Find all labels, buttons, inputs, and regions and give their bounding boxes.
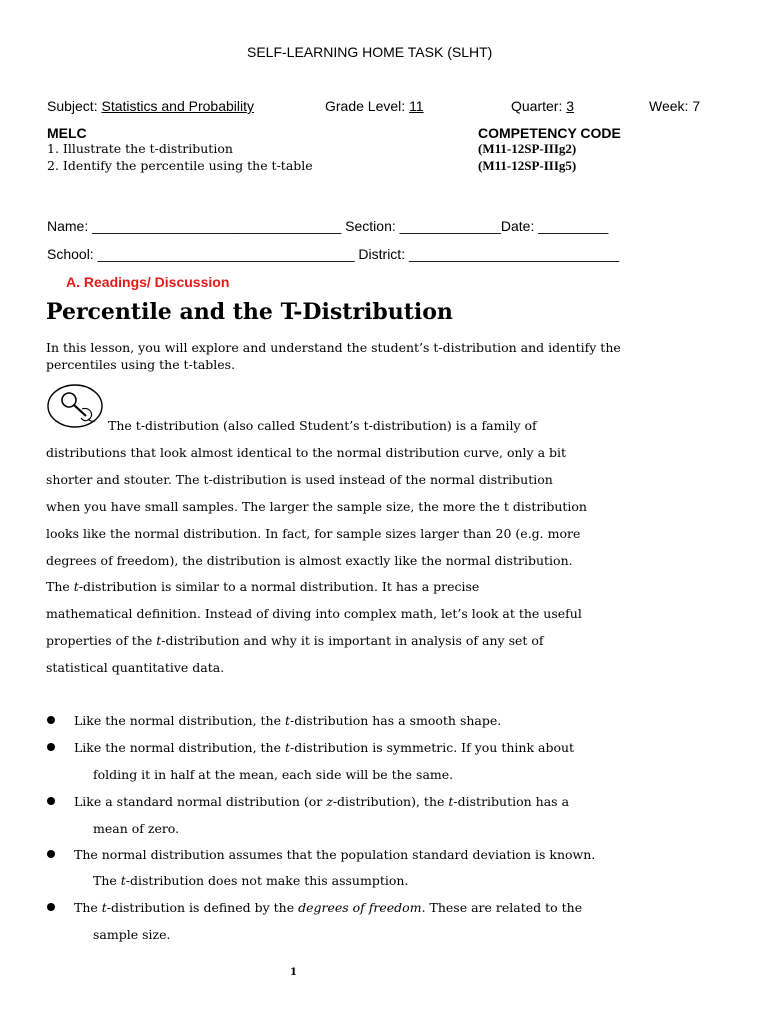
text-run: Like the normal distribution, the xyxy=(74,740,285,755)
text-run: -distribution is similar to a normal distribution. It has a precise xyxy=(78,579,480,594)
t-italic: t xyxy=(120,873,126,888)
body-line-3: shorter and stouter. The t-distribution is used instead of the normal distribution xyxy=(46,472,553,487)
page-number: 1 xyxy=(290,967,297,978)
t-italic: t xyxy=(156,633,162,648)
body-line-5: looks like the normal distribution. In fact, for sample sizes larger than 20 (e.g. more xyxy=(46,526,581,541)
grade-value: 11 xyxy=(409,98,424,114)
text-run: The xyxy=(93,873,121,888)
section-a-heading: A. Readings/ Discussion xyxy=(66,274,230,290)
bullet-5 xyxy=(74,900,582,915)
melc-item-1: 1. Illustrate the t-distribution xyxy=(47,141,233,156)
degrees-of-freedom-italic: degrees of freedom xyxy=(298,900,422,915)
bullet-1 xyxy=(74,713,501,728)
bullet-dot xyxy=(47,850,55,858)
magnifier-hand-icon xyxy=(46,383,104,429)
body-line-8: mathematical definition. Instead of diving into complex math, let’s look at the useful xyxy=(46,606,582,621)
text-run: . These are related to the xyxy=(421,900,583,915)
name-section-date-line: Name: ________________________________ Section: _____________Date: _________ xyxy=(47,218,609,234)
t-italic: t xyxy=(284,713,290,728)
body-line-7 xyxy=(46,579,479,594)
quarter-label: Quarter: xyxy=(511,98,567,114)
t-italic: t xyxy=(448,794,454,809)
text-run: The xyxy=(46,579,74,594)
intro-line-2: percentiles using the t-tables. xyxy=(46,357,236,372)
bullet-4-continuation xyxy=(93,873,408,888)
bullet-3-continuation: mean of zero. xyxy=(93,821,180,836)
bullet-4: The normal distribution assumes that the population standard deviation is known. xyxy=(74,847,596,862)
lesson-title: Percentile and the T-Distribution xyxy=(46,299,453,325)
text-run: Like the normal distribution, the xyxy=(74,713,285,728)
school-district-line: School: _________________________________ District: ___________________________ xyxy=(47,246,620,262)
text-run: Like a standard normal distribution (or xyxy=(74,794,327,809)
text-run: -distribution has a xyxy=(453,794,570,809)
bullet-2-continuation: folding it in half at the mean, each side will be the same. xyxy=(93,767,454,782)
grade-level-field xyxy=(325,98,424,114)
text-run: -distribution), the xyxy=(332,794,449,809)
melc-heading: MELC xyxy=(47,125,87,141)
bullet-dot xyxy=(47,797,55,805)
bullet-dot xyxy=(47,716,55,724)
body-line-6: degrees of freedom), the distribution is almost exactly like the normal distribution. xyxy=(46,553,573,568)
t-italic: t xyxy=(101,900,107,915)
bullet-2 xyxy=(74,740,574,755)
text-run: -distribution does not make this assumption. xyxy=(125,873,409,888)
text-run: -distribution is defined by the xyxy=(106,900,299,915)
bullet-3 xyxy=(74,794,569,809)
grade-label: Grade Level: xyxy=(325,98,410,114)
melc-item-2: 2. Identify the percentile using the t-table xyxy=(47,158,313,173)
page-header-title: SELF-LEARNING HOME TASK (SLHT) xyxy=(247,44,493,60)
text-run: -distribution has a smooth shape. xyxy=(290,713,502,728)
text-run: properties of the xyxy=(46,633,157,648)
t-italic: t xyxy=(73,579,79,594)
bullet-5-continuation: sample size. xyxy=(93,927,171,942)
competency-code-heading: COMPETENCY CODE xyxy=(478,125,621,141)
body-line-4: when you have small samples. The larger the sample size, the more the t distribution xyxy=(46,499,587,514)
body-line-10: statistical quantitative data. xyxy=(46,660,225,675)
t-italic: t xyxy=(284,740,290,755)
subject-field xyxy=(47,98,254,114)
bullet-dot xyxy=(47,903,55,911)
subject-label: Subject: xyxy=(47,98,102,114)
z-italic: z xyxy=(326,794,333,809)
text-run: -distribution is symmetric. If you think about xyxy=(290,740,575,755)
competency-code-2: (M11-12SP-IIIg5) xyxy=(478,158,577,173)
body-line-1: The t-distribution (also called Student’s t-distribution) is a family of xyxy=(108,418,537,433)
quarter-value: 3 xyxy=(566,98,575,114)
subject-value: Statistics and Probability xyxy=(101,98,255,114)
bullet-dot xyxy=(47,743,55,751)
quarter-field xyxy=(511,98,574,114)
body-line-9 xyxy=(46,633,544,648)
text-run: -distribution and why it is important in analysis of any set of xyxy=(161,633,544,648)
body-line-2: distributions that look almost identical to the normal distribution curve, only a bit xyxy=(46,445,567,460)
text-run: The xyxy=(74,900,102,915)
intro-line-1: In this lesson, you will explore and understand the student’s t-distribution and identify the xyxy=(46,340,621,355)
week-field: Week: 7 xyxy=(649,98,701,114)
competency-code-1: (M11-12SP-IIIg2) xyxy=(478,141,577,156)
